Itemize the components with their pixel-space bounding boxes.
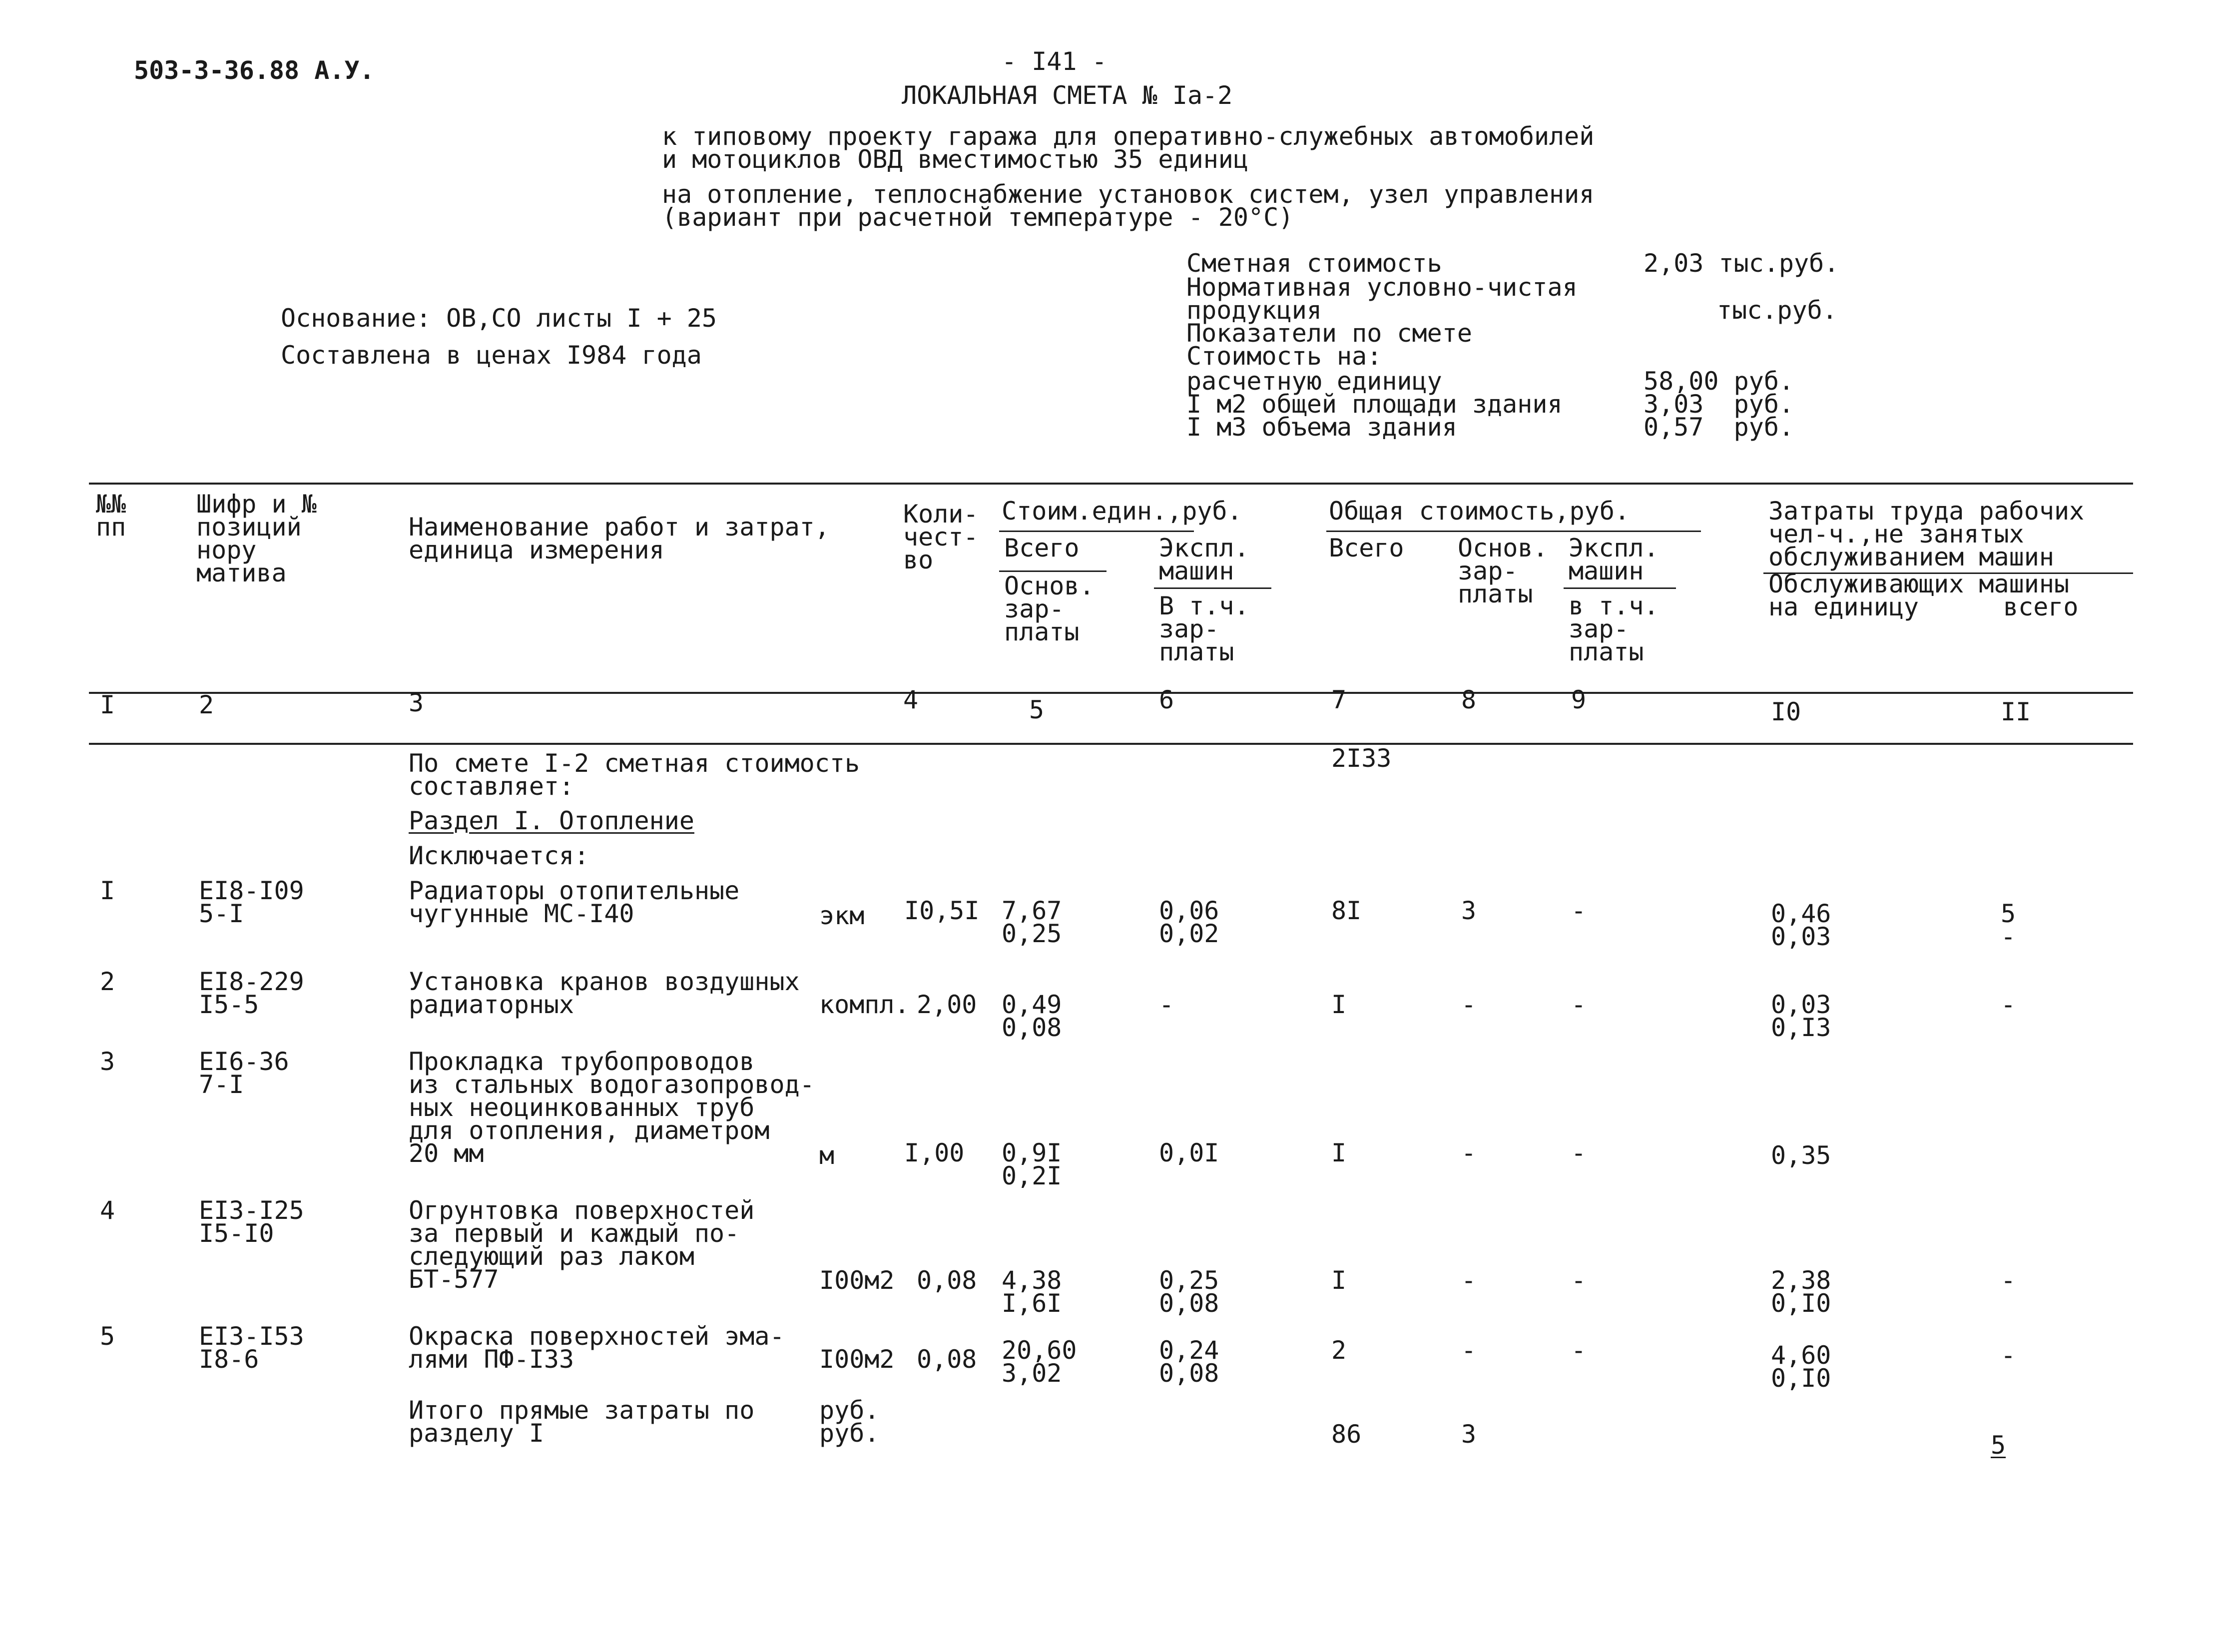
col-number-3: 3 xyxy=(409,688,424,717)
col-number-2: 2 xyxy=(199,690,214,719)
table-row-4-total: I xyxy=(1331,1266,1347,1295)
table-row-2-total: I xyxy=(1331,990,1347,1019)
prior-estimate-text: По смете I-2 сметная стоимость составляет: xyxy=(409,749,860,801)
summary-norm-label-1: Нормативная условно-чистая xyxy=(1186,273,1578,302)
unit-mach-rule xyxy=(1154,587,1271,589)
col-header-name: Наименование работ и затрат, единица измерения xyxy=(409,513,830,564)
subtitle-line-1: к типовому проекту гаража для оперативно-служебных автомобилей xyxy=(662,122,1595,151)
table-row-3-unit: м xyxy=(819,1141,835,1170)
col-header-labor: Затраты труда рабочих чел-ч.,не занятых обслуживанием машин xyxy=(1768,497,2085,571)
table-row-5-total-wage: - xyxy=(1461,1336,1477,1365)
table-row-2-code: ЕI8-229 I5-5 xyxy=(199,967,304,1019)
table-row-3-code: ЕI6-36 7-I xyxy=(199,1047,289,1099)
col-number-9: 9 xyxy=(1571,685,1587,714)
table-row-1-number: I xyxy=(100,876,115,905)
total-row-total: 86 xyxy=(1331,1420,1362,1449)
col-number-8: 8 xyxy=(1461,685,1477,714)
table-row-2-name: Установка кранов воздушных радиаторных xyxy=(409,967,800,1019)
col-header-number: №№ пп xyxy=(96,490,126,542)
col-header-labor-machines: Обслуживающих машины xyxy=(1768,569,2070,598)
table-row-5-unit: I00м2 xyxy=(819,1345,895,1374)
section-title: Раздел I. Отопление xyxy=(409,806,694,835)
table-row-5-total-mach: - xyxy=(1571,1336,1587,1365)
table-row-3-unit-total: 0,9I 0,2I xyxy=(1002,1138,1062,1190)
col-header-total-cost: Общая стоимость,руб. xyxy=(1329,497,1630,526)
numbering-bottom-rule xyxy=(89,743,2133,745)
basis-line: Основание: ОВ,СО листы I + 25 xyxy=(281,304,717,333)
summary-area-label: I м2 общей площади здания xyxy=(1186,390,1563,419)
total-row-wage: 3 xyxy=(1461,1420,1477,1449)
table-row-3-total: I xyxy=(1331,1138,1347,1167)
subtitle-line-3: на отопление, теплоснабжение установок систем, узел управления xyxy=(662,180,1595,209)
table-row-5-labor-unit: 4,60 0,I0 xyxy=(1771,1341,1831,1393)
table-row-1-labor-unit: 0,46 0,03 xyxy=(1771,899,1831,951)
table-row-1-qty: I0,5I xyxy=(904,896,980,925)
table-row-5-qty: 0,08 xyxy=(917,1345,977,1374)
table-row-1-labor-total: 5 - xyxy=(2001,899,2016,951)
prior-estimate-value: 2I33 xyxy=(1331,744,1392,773)
table-row-1-total-wage: 3 xyxy=(1461,896,1477,925)
summary-unit-label: расчетную единицу xyxy=(1186,367,1442,396)
unit-cost-rule xyxy=(999,531,1194,532)
table-row-5-unit-total: 20,60 3,02 xyxy=(1002,1336,1077,1388)
table-row-4-labor-unit: 2,38 0,I0 xyxy=(1771,1266,1831,1318)
table-row-2-labor-unit: 0,03 0,I3 xyxy=(1771,990,1831,1042)
col-header-unit-mach-wage: В т.ч. зар- платы xyxy=(1159,591,1249,666)
col-header-unit-cost: Стоим.един.,руб. xyxy=(1002,497,1242,526)
total-mach-rule xyxy=(1564,587,1676,589)
table-row-2-total-wage: - xyxy=(1461,990,1477,1019)
table-row-4-qty: 0,08 xyxy=(917,1266,977,1295)
col-header-labor-per-unit: на единицу xyxy=(1768,592,1919,621)
table-row-2-qty: 2,00 xyxy=(917,990,977,1019)
summary-area-value: 3,03 руб. xyxy=(1644,390,1794,419)
prices-year-line: Составлена в ценах I984 года xyxy=(281,341,702,370)
total-row-name: Итого прямые затраты по разделу I xyxy=(409,1396,755,1448)
document-code: 503-3-36.88 А.У. xyxy=(134,56,375,85)
summary-indicators-label: Показатели по смете xyxy=(1186,319,1472,348)
col-header-total-wage: Основ. зар- платы xyxy=(1458,534,1548,608)
table-row-4-labor-total: - xyxy=(2001,1266,2016,1295)
table-row-3-total-wage: - xyxy=(1461,1138,1477,1167)
table-row-1-unit-total: 7,67 0,25 xyxy=(1002,896,1062,948)
col-header-labor-total: всего xyxy=(2003,592,2079,621)
total-row-labor-total: 5 xyxy=(1991,1431,2006,1460)
col-header-code: Шифр и № позиций нору матива xyxy=(196,490,317,587)
summary-volume-value: 0,57 руб. xyxy=(1644,413,1794,442)
col-header-quantity: Коли- чест- во xyxy=(903,500,979,574)
table-row-3-total-mach: - xyxy=(1571,1138,1587,1167)
total-row-unit: руб. руб. xyxy=(819,1396,880,1448)
table-row-1-unit: экм xyxy=(819,901,865,930)
col-header-unit-wage: Основ. зар- платы xyxy=(1004,571,1095,646)
table-row-1-name: Радиаторы отопительные чугунные МС-I40 xyxy=(409,876,740,928)
table-row-2-unit-mach: - xyxy=(1159,990,1174,1019)
table-row-2-unit-total: 0,49 0,08 xyxy=(1002,990,1062,1042)
col-header-total-mach: Экспл. машин xyxy=(1569,534,1659,585)
summary-volume-label: I м3 объема здания xyxy=(1186,413,1457,442)
col-number-4: 4 xyxy=(903,685,919,714)
table-row-1-total-mach: - xyxy=(1571,896,1587,925)
summary-cost-per-label: Стоимость на: xyxy=(1186,342,1382,371)
summary-unit-value: 58,00 руб. xyxy=(1644,367,1794,396)
col-number-11: II xyxy=(2001,697,2031,726)
table-row-2-unit: компл. xyxy=(819,990,910,1019)
table-row-5-code: ЕI3-I53 I8-6 xyxy=(199,1322,304,1374)
col-header-unit-mach: Экспл. машин xyxy=(1159,534,1249,585)
table-row-4-code: ЕI3-I25 I5-I0 xyxy=(199,1196,304,1248)
excluded-label: Исключается: xyxy=(409,841,589,870)
page-number: - I41 - xyxy=(1002,47,1107,76)
subtitle-line-4: (вариант при расчетной температуре - 20°С) xyxy=(662,203,1294,232)
table-row-4-unit-total: 4,38 I,6I xyxy=(1002,1266,1062,1318)
table-row-4-total-mach: - xyxy=(1571,1266,1587,1295)
col-number-10: I0 xyxy=(1771,697,1801,726)
col-number-6: 6 xyxy=(1159,685,1174,714)
table-row-4-name: Огрунтовка поверхностей за первый и каждый по- следующий раз лаком БТ-577 xyxy=(409,1196,755,1294)
total-cost-rule xyxy=(1326,531,1701,532)
col-header-total-mach-wage: в т.ч. зар- платы xyxy=(1569,591,1659,666)
col-number-1: I xyxy=(100,690,115,719)
table-row-1-total: 8I xyxy=(1331,896,1362,925)
table-row-3-name: Прокладка трубопроводов из стальных водогазопровод- ных неоцинкованных труб для отопления, диаметром 20 мм xyxy=(409,1047,815,1168)
table-row-3-qty: I,00 xyxy=(904,1138,965,1167)
table-row-1-code: ЕI8-I09 5-I xyxy=(199,876,304,928)
col-number-5: 5 xyxy=(1029,695,1045,724)
table-row-2-total-mach: - xyxy=(1571,990,1587,1019)
summary-cost-value: 2,03 тыс.руб. xyxy=(1644,249,1839,278)
table-row-5-unit-mach: 0,24 0,08 xyxy=(1159,1336,1219,1388)
page-title: ЛОКАЛЬНАЯ СМЕТА № Iа-2 xyxy=(902,81,1233,110)
header-bottom-rule xyxy=(89,692,2133,694)
table-top-rule xyxy=(89,483,2133,485)
table-row-2-number: 2 xyxy=(100,967,115,996)
table-row-1-unit-mach: 0,06 0,02 xyxy=(1159,896,1219,948)
table-row-5-number: 5 xyxy=(100,1322,115,1351)
table-row-5-labor-total: - xyxy=(2001,1341,2016,1370)
table-row-2-labor-total: - xyxy=(2001,990,2016,1019)
summary-norm-label-2: продукция xyxy=(1186,296,1322,325)
table-row-4-number: 4 xyxy=(100,1196,115,1225)
col-number-7: 7 xyxy=(1331,685,1347,714)
col-header-unit-total: Всего xyxy=(1004,534,1080,562)
table-row-3-labor-unit: 0,35 xyxy=(1771,1141,1831,1170)
table-row-5-name: Окраска поверхностей эма- лями ПФ-I33 xyxy=(409,1322,785,1374)
table-row-4-unit: I00м2 xyxy=(819,1266,895,1295)
summary-norm-value: тыс.руб. xyxy=(1717,296,1837,325)
table-row-3-number: 3 xyxy=(100,1047,115,1076)
table-row-4-unit-mach: 0,25 0,08 xyxy=(1159,1266,1219,1318)
col-header-total-total: Всего xyxy=(1329,534,1404,562)
summary-cost-label: Сметная стоимость xyxy=(1186,249,1442,278)
table-row-5-total: 2 xyxy=(1331,1336,1347,1365)
table-row-4-total-wage: - xyxy=(1461,1266,1477,1295)
table-row-3-unit-mach: 0,0I xyxy=(1159,1138,1219,1167)
subtitle-line-2: и мотоциклов ОВД вместимостью 35 единиц xyxy=(662,145,1248,174)
